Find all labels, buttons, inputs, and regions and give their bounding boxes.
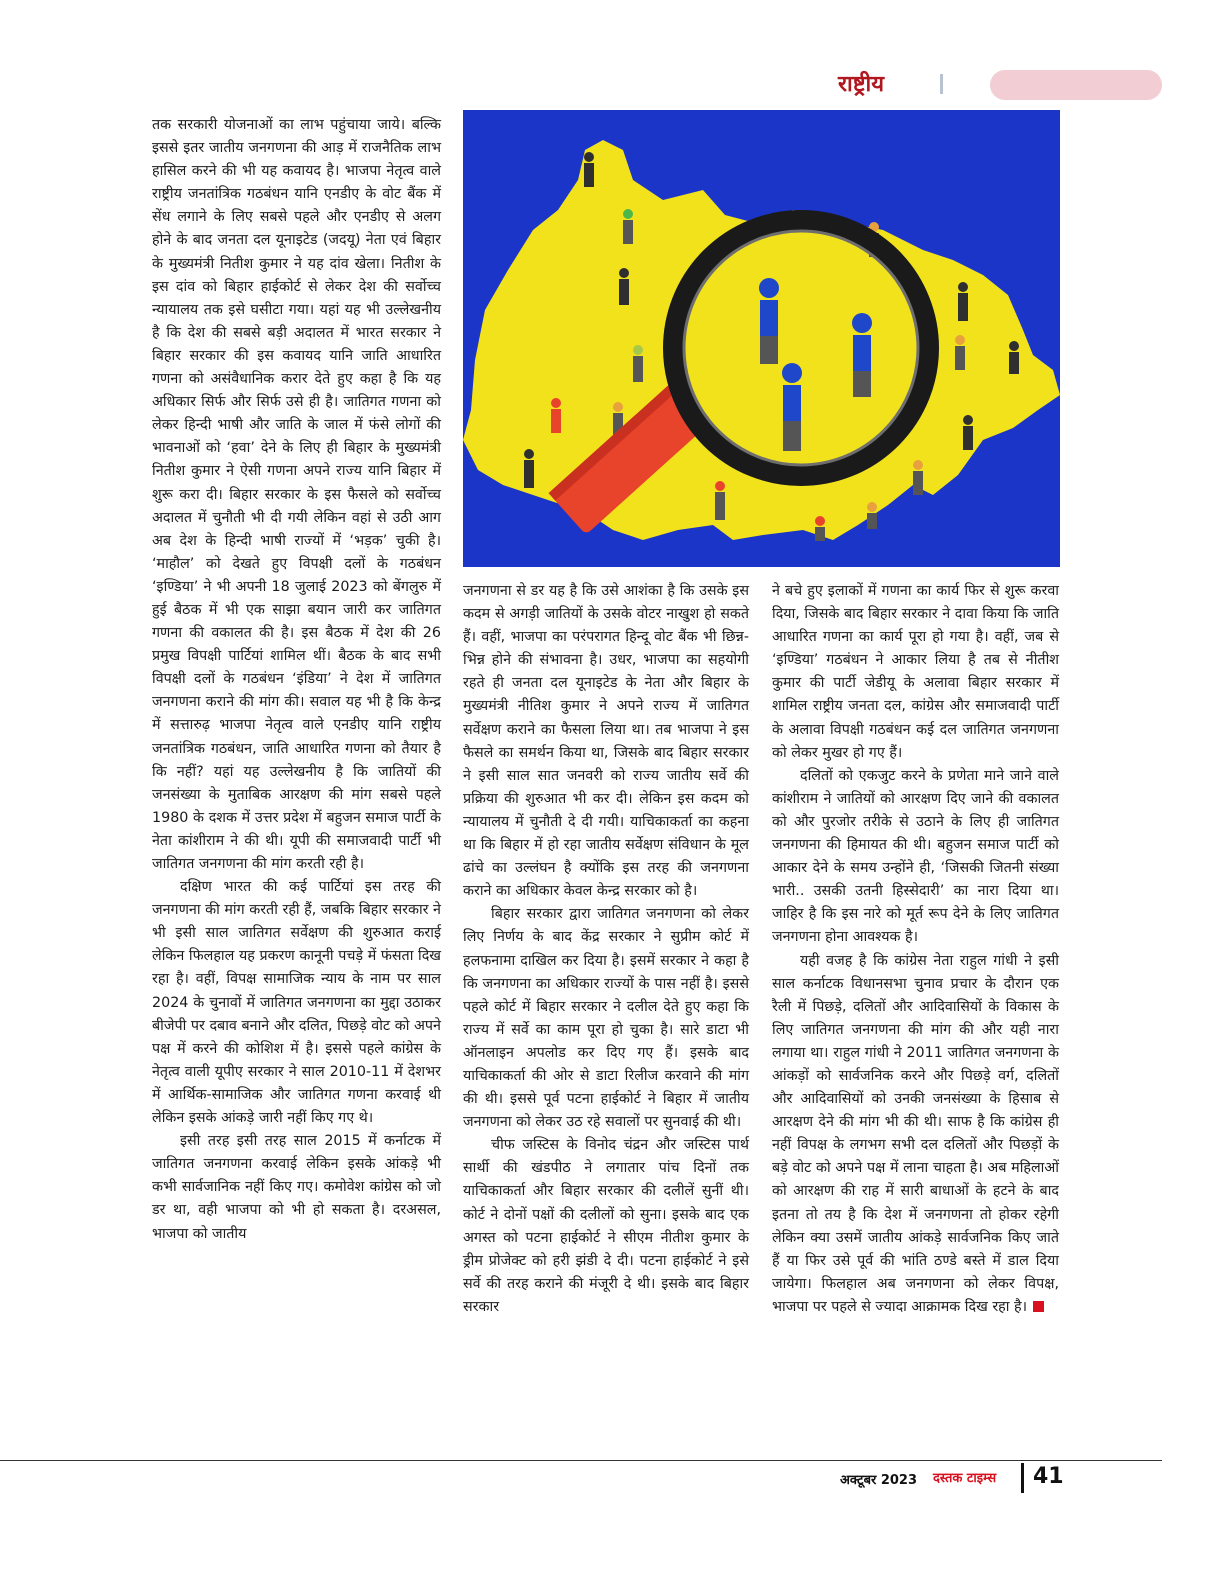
- person-figure: [551, 398, 561, 433]
- paragraph: बिहार सरकार द्वारा जातिगत जनगणना को लेकर लिए निर्णय के बाद केंद्र सरकार ने सुप्रीम कोर्ट में हलफनामा दाखिल कर दिया है। इसमें सरकार ने कहा है कि जनगणना का अधिकार राज्यों के पास नहीं है। इससे पहले कोर्ट में बिहार सरकार ने दलील देते हुए कहा कि राज्य में सर्वे का काम पूरा हो चुका है। सारे डाटा भी ऑनलाइन अपलोड कर दिए गए हैं। इसके बाद याचिकाकर्ता की ओर से डाटा रिलीज करवाने की मांग की थी। इससे पूर्व पटना हाईकोर्ट ने बिहार में जातीय जनगणना को लेकर उठ रहे सवालों पर सुनवाई की थी।: [463, 906, 749, 1131]
- article-column-2: [463, 580, 749, 1319]
- magazine-logo: दस्तक टाइम्स: [933, 1471, 997, 1486]
- paragraph: ने बचे हुए इलाकों में गणना का कार्य फिर से शुरू करवा दिया, जिसके बाद बिहार सरकार ने दावा किया कि जाति आधारित गणना का कार्य पूरा हो गया है। वहीं, जब से ‘इण्डिया’ गठबंधन ने आकार लिया है तब से नीतीश कुमार की पार्टी जेडीयू के अलावा बिहार सरकार में शामिल राष्ट्रीय जनता दल, कांग्रेस और समाजवादी पार्टी के अलावा विपक्षी गठबंधन कई दल जातिगत जनगणना को लेकर मुखर हो गए हैं।: [772, 583, 1059, 761]
- person-figure: [715, 481, 725, 520]
- paragraph: जनगणना से डर यह है कि उसे आशंका है कि उसके इस कदम से अगड़ी जातियों के उसके वोटर नाखुश हो सकते हैं। वहीं, भाजपा का परंपरागत हिन्दू वोट बैंक भी छिन्न-भिन्न होने की संभावना है। उधर, भाजपा का सहयोगी रहते ही जनता दल यूनाइटेड के नेता और बिहार के मुख्यमंत्री नीतिश कुमार ने अपने राज्य में जातिगत सर्वेक्षण कराने का फैसला लिया था। तब भाजपा ने इस फैसले का समर्थन किया था, जिसके बाद बिहार सरकार ने इसी साल सात जनवरी को राज्य जातीय सर्वे की प्रक्रिया की शुरुआत भी कर दी। लेकिन इस कदम को न्यायालय में चुनौती दे दी गयी। याचिकाकर्ता का कहना था कि बिहार में हो रहा जातीय सर्वेक्षण संविधान के मूल ढांचे का उल्लंघन है क्योंकि इस तरह की जनगणना कराने का अधिकार केवल केन्द्र सरकार को है।: [463, 583, 749, 900]
- hero-illustration: [463, 110, 1060, 567]
- paragraph: इसी तरह इसी तरह साल 2015 में कर्नाटक में जातिगत जनगणना करवाई लेकिन इसके आंकड़े भी कभी सार्वजानिक नहीं किए गए। कमोवेश कांग्रेस को जो डर था, वही भाजपा को भी हो सकता है। दरअसल, भाजपा को जातीय: [152, 1133, 441, 1242]
- person-figure: [524, 449, 534, 488]
- footer-rule: [0, 1460, 1162, 1461]
- paragraph: दलितों को एकजुट करने के प्रणेता माने जाने वाले कांशीराम ने जातियों को आरक्षण दिए जाने की वकालत को और पुरजोर तरीके से उठाने के लिए ही जातिगत जनगणना की हिमायत की थी। बहुजन समाज पार्टी को आकार देने के समय उन्होंने ही, ‘जिसकी जितनी संख्या भारी.. उसकी उतनी हिस्सेदारी’ का नारा दिया था। जाहिर है कि इस नारे को मूर्त रूप देने के लिए जातिगत जनगणना होना आवश्यक है।: [772, 767, 1059, 946]
- paragraph-text: यही वजह है कि कांग्रेस नेता राहुल गांधी ने इसी साल कर्नाटक विधानसभा चुनाव प्रचार के दौरान एक रैली में पिछड़े, दलितों और आदिवासियों के विकास के लिए जातिगत जनगणना की मांग की और यही नारा लगाया था। राहुल गांधी ने 2011 जातिगत जनगणना के आंकड़ों को सार्वजनिक करने और पिछड़े वर्ग, दलितों और आदिवासियों को उनकी जनसंख्या के हिसाब से आरक्षण देने की मांग भी की थी। साफ है कि कांग्रेस ही नहीं विपक्ष के लगभग सभी दल दलितों और पिछड़ों के बड़े वोट को अपने पक्ष में लाना चाहता है। अब महिलाओं को आरक्षण की राह में सारी बाधाओं के हटने के बाद इतना तो तय है कि देश में जनगणना तो होकर रहेगी लेकिन क्या उसमें जातीय आंकड़े सार्वजनिक किए जाते हैं या फिर उसे पूर्व की भांति ठण्डे बस्ते में डाल दिया जायेगा। फिलहाल अब जनगणना को लेकर विपक्ष, भाजपा पर पहले से ज्यादा आक्रामक दिख रहा है।: [772, 952, 1059, 1315]
- page-number: 41: [1033, 1464, 1064, 1489]
- footer-date: अक्टूबर 2023: [840, 1473, 918, 1488]
- person-figure: [1009, 341, 1019, 374]
- person-figure: [759, 278, 779, 364]
- person-figure: [852, 313, 872, 397]
- person-figure: [623, 209, 633, 244]
- person-figure: [867, 502, 877, 529]
- person-figure: [633, 345, 643, 382]
- paragraph-final: [772, 950, 1059, 1320]
- section-label: राष्ट्रीय: [838, 72, 885, 97]
- end-of-article-mark: [1033, 1301, 1044, 1312]
- footer-divider: [1021, 1463, 1024, 1493]
- person-figure: [584, 152, 594, 187]
- article-column-3: [772, 580, 1059, 1319]
- person-figure: [958, 282, 968, 321]
- paragraph: तक सरकारी योजनाओं का लाभ पहुंचाया जाये। बल्कि इससे इतर जातीय जनगणना की आड़ में राजनैतिक लाभ हासिल करने की भी यह कवायद है। भाजपा नेतृत्व वाले राष्ट्रीय जनतांत्रिक गठबंधन यानि एनडीए के वोट बैंक में सेंध लगाने के लिए सबसे पहले और एनडीए से अलग होने के बाद जनता दल यूनाइटेड (जदयू) नेता एवं बिहार के मुख्यमंत्री नितीश कुमार ने यह दांव खेला। नितीश के इस दांव को बिहार हाईकोर्ट से लेकर देश की सर्वोच्च न्यायालय तक इसे घसीटा गया। यहां यह भी उल्लेखनीय है कि देश की सबसे बड़ी अदालत में भारत सरकार ने बिहार सरकार की इस कवायद यानि जाति आधारित गणना को असंवैधानिक करार देते हुए कहा है कि यह अधिकार सिर्फ और सिर्फ उसे ही है। जातिगत गणना को लेकर हिन्दी भाषी और जाति के जाल में फंसे लोगों की भावनाओं को ‘हवा’ देने के लिए ही बिहार के मुख्यमंत्री नितीश कुमार ने ऐसी गणना अपने राज्य यानि बिहार में शुरू करा दी। बिहार सरकार के इस फैसले को सर्वोच्च अदालत में चुनौती भी दी गयी लेकिन वहां से उठी आग अब देश के हिन्दी भाषी राज्यों में ‘भड़क’ चुकी है। ‘माहौल’ को देखते हुए विपक्षी दलों के गठबंधन ‘इण्डिया’ ने भी अपनी 18 जुलाई 2023 को बेंगलुरु में हुई बैठक में भी एक साझा बयान जारी कर जातिगत गणना की वकालत की है। इस बैठक में देश की 26 प्रमुख विपक्षी पार्टियां शामिल थीं। बैठक के बाद सभी विपक्षी दलों के गठबंधन ‘इंडिया’ ने देश में जातिगत जनगणना कराने की मांग की। सवाल यह भी है कि केन्द्र में सत्तारुढ़ भाजपा नेतृत्व वाले एनडीए यानि राष्ट्रीय जनतांत्रिक गठबंधन, जाति आधारित गणना को तैयार है कि नहीं? यहां यह उल्लेखनीय है कि जातियों की जनसंख्या के मुताबिक आरक्षण की मांग सबसे पहले 1980 के दशक में उत्तर प्रदेश में बहुजन समाज पार्टी के नेता कांशीराम ने की थी। यूपी की समाजवादी पार्टी भी जातिगत जनगणना की मांग करती रही है।: [152, 117, 441, 872]
- person-figure: [955, 335, 965, 370]
- article-column-1: [152, 114, 441, 1246]
- paragraph: दक्षिण भारत की कई पार्टियां इस तरह की जनगणना की मांग करती रही हैं, जबकि बिहार सरकार ने भी इसी साल जातिगत सर्वेक्षण की शुरुआत कराई लेकिन फिलहाल यह प्रकरण कानूनी पचड़े में फंसता दिख रहा है। वहीं, विपक्ष सामाजिक न्याय के नाम पर साल 2024 के चुनावों में जातिगत जनगणना का मुद्दा उठाकर बीजेपी पर दबाव बनाने और दलित, पिछड़े वोट को अपने पक्ष में करने की कोशिश में है। इससे पहले कांग्रेस के नेतृत्व वाली यूपीए सरकार ने साल 2010-11 में देशभर में आर्थिक-सामाजिक और जातिगत गणना करवाई थी लेकिन इसके आंकड़े जारी नहीं किए गए थे।: [152, 879, 441, 1127]
- person-figure: [963, 415, 973, 450]
- section-pill-decoration: [990, 70, 1162, 100]
- person-figure: [619, 268, 629, 305]
- paragraph: चीफ जस्टिस के विनोद चंद्रन और जस्टिस पार्थ सार्थी की खंडपीठ ने लगातार पांच दिनों तक याचिकाकर्ता और बिहार सरकार की दलीलें सुनीं थी। कोर्ट ने दोनों पक्षों की दलीलों को सुना। इसके बाद एक अगस्त को पटना हाईकोर्ट ने सीएम नीतीश कुमार के ड्रीम प्रोजेक्ट को हरी झंडी दे दी। पटना हाईकोर्ट ने इसे सर्वे की तरह कराने की मंजूरी दे थी। इसके बाद बिहार सरकार: [463, 1137, 749, 1315]
- person-figure: [815, 516, 825, 541]
- person-figure: [913, 460, 923, 495]
- person-figure: [782, 363, 802, 451]
- section-separator: [940, 74, 943, 94]
